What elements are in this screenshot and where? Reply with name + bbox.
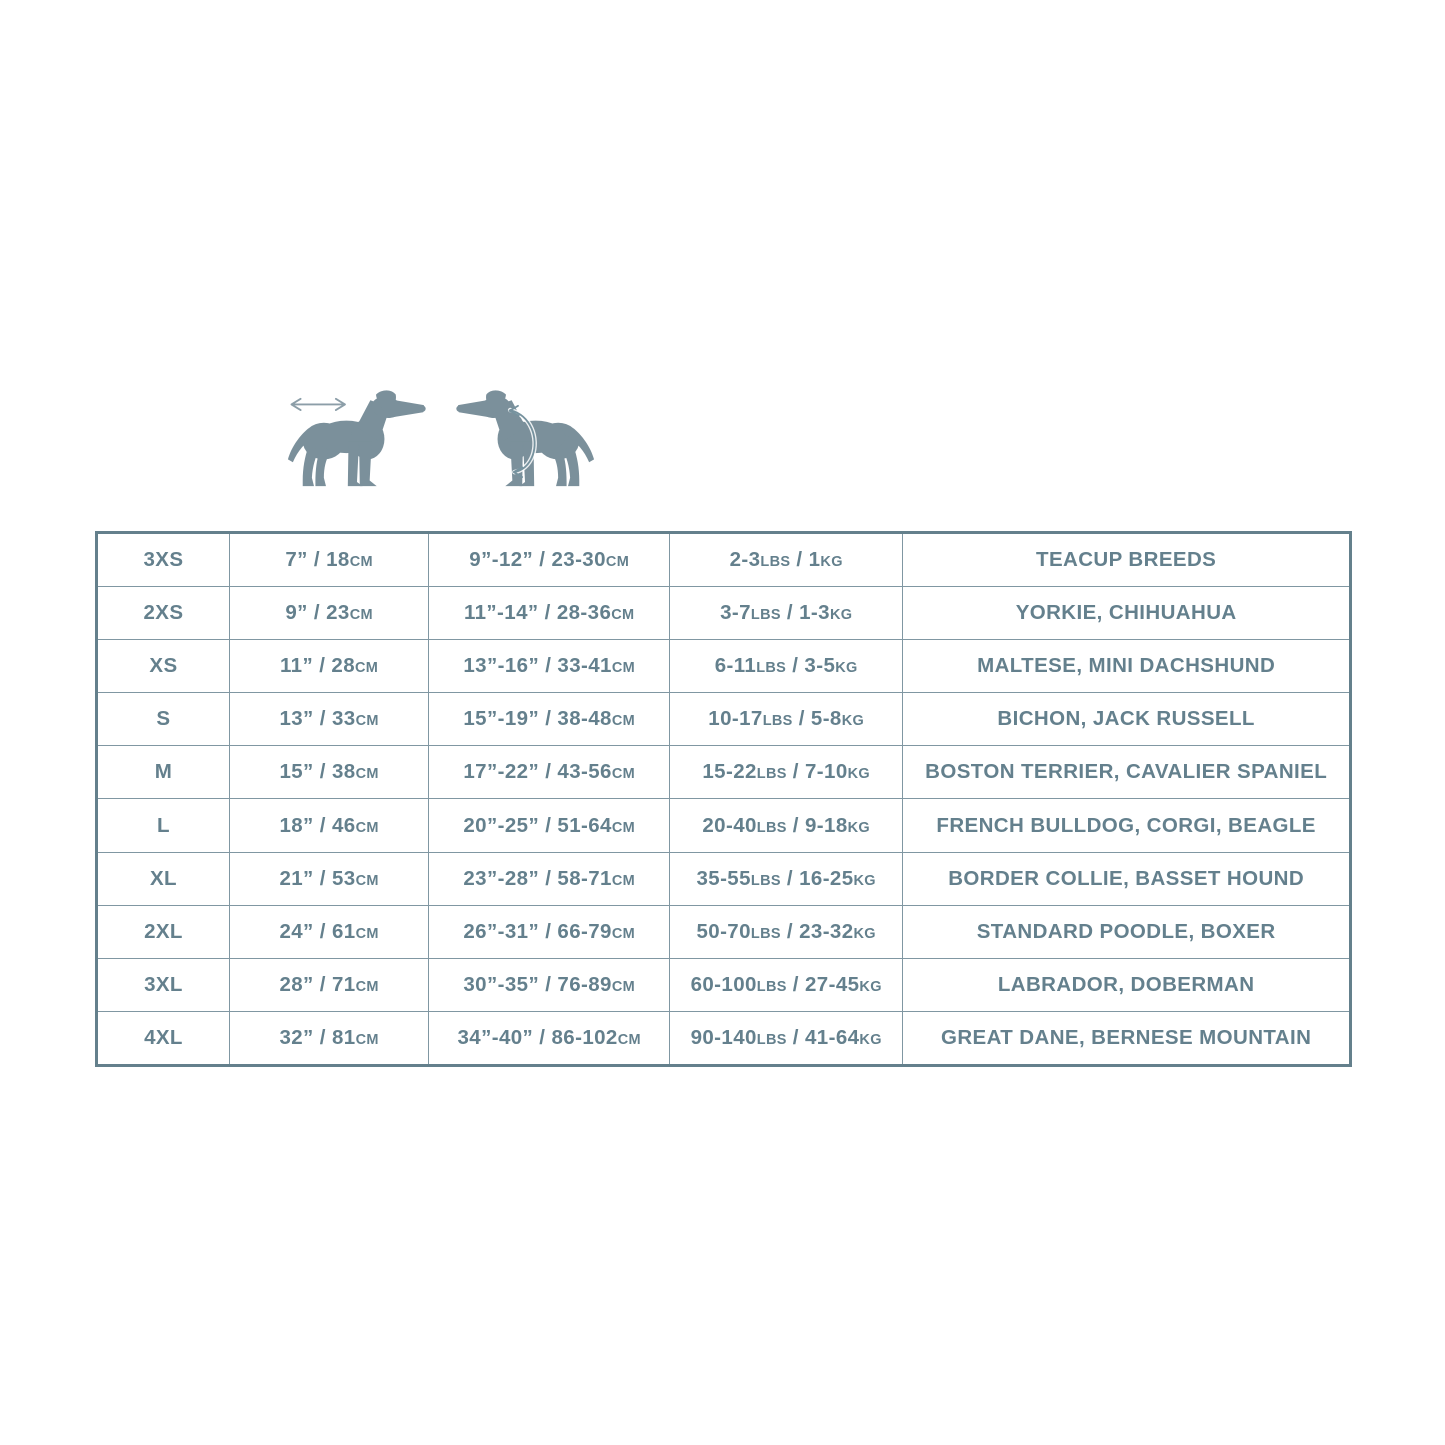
table-row [97,693,1351,746]
breeds-cell: FRENCH BULLDOG, CORGI, BEAGLE [903,799,1351,852]
chest-girth-dog-icon [444,386,599,499]
table-row [97,746,1351,799]
weight-cell: 35-55LBS / 16-25KG [670,852,903,905]
size-cell: XL [97,852,230,905]
back-length-arrow-icon [291,399,345,410]
breeds-cell: STANDARD POODLE, BOXER [903,905,1351,958]
back-length-cell: 18” / 46CM [229,799,428,852]
chest-girth-cell: 34”-40” / 86-102CM [429,1011,670,1065]
size-cell: 3XS [97,533,230,587]
table-row [97,799,1351,852]
back-length-cell: 32” / 81CM [229,1011,428,1065]
size-table [95,531,1352,1067]
chest-girth-cell: 26”-31” / 66-79CM [429,905,670,958]
breeds-cell: BORDER COLLIE, BASSET HOUND [903,852,1351,905]
size-table-body [97,533,1351,1066]
weight-cell: 15-22LBS / 7-10KG [670,746,903,799]
size-cell: S [97,693,230,746]
weight-cell: 6-11LBS / 3-5KG [670,640,903,693]
back-length-cell: 15” / 38CM [229,746,428,799]
breeds-cell: TEACUP BREEDS [903,533,1351,587]
table-row [97,905,1351,958]
chest-girth-cell: 20”-25” / 51-64CM [429,799,670,852]
back-length-cell: 9” / 23CM [229,587,428,640]
table-row [97,640,1351,693]
weight-cell: 60-100LBS / 27-45KG [670,958,903,1011]
back-length-cell: 21” / 53CM [229,852,428,905]
back-length-dog-icon [283,386,438,499]
size-cell: 4XL [97,1011,230,1065]
table-row [97,1011,1351,1065]
chest-girth-cell: 11”-14” / 28-36CM [429,587,670,640]
size-cell: 2XS [97,587,230,640]
weight-cell: 2-3LBS / 1KG [670,533,903,587]
size-cell: 3XL [97,958,230,1011]
breeds-cell: GREAT DANE, BERNESE MOUNTAIN [903,1011,1351,1065]
weight-cell: 3-7LBS / 1-3KG [670,587,903,640]
weight-cell: 10-17LBS / 5-8KG [670,693,903,746]
table-row [97,587,1351,640]
chest-girth-cell: 30”-35” / 76-89CM [429,958,670,1011]
weight-cell: 20-40LBS / 9-18KG [670,799,903,852]
size-cell: M [97,746,230,799]
table-row [97,852,1351,905]
breeds-cell: YORKIE, CHIHUAHUA [903,587,1351,640]
table-row [97,533,1351,587]
dog-measurement-diagram [283,386,599,499]
back-length-cell: 11” / 28CM [229,640,428,693]
breeds-cell: MALTESE, MINI DACHSHUND [903,640,1351,693]
chest-girth-cell: 17”-22” / 43-56CM [429,746,670,799]
size-cell: XS [97,640,230,693]
size-cell: 2XL [97,905,230,958]
weight-cell: 50-70LBS / 23-32KG [670,905,903,958]
weight-cell: 90-140LBS / 41-64KG [670,1011,903,1065]
breeds-cell: BOSTON TERRIER, CAVALIER SPANIEL [903,746,1351,799]
breeds-cell: LABRADOR, DOBERMAN [903,958,1351,1011]
chest-girth-cell: 15”-19” / 38-48CM [429,693,670,746]
size-cell: L [97,799,230,852]
back-length-cell: 7” / 18CM [229,533,428,587]
breeds-cell: BICHON, JACK RUSSELL [903,693,1351,746]
back-length-cell: 24” / 61CM [229,905,428,958]
chest-girth-cell: 9”-12” / 23-30CM [429,533,670,587]
table-row [97,958,1351,1011]
back-length-cell: 28” / 71CM [229,958,428,1011]
back-length-cell: 13” / 33CM [229,693,428,746]
chest-girth-cell: 13”-16” / 33-41CM [429,640,670,693]
chest-girth-cell: 23”-28” / 58-71CM [429,852,670,905]
